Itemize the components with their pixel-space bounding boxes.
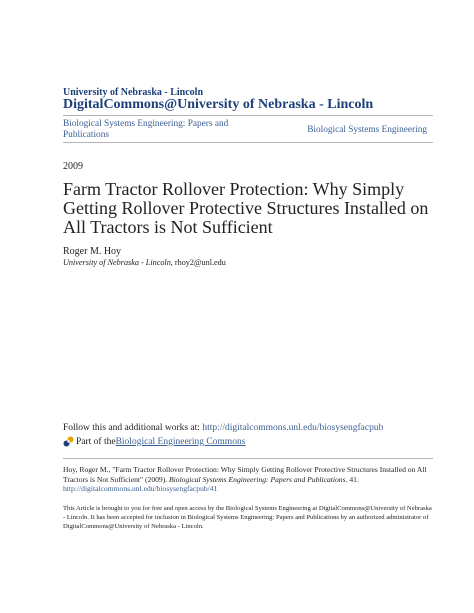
- author-email[interactable]: rhoy2@unl.edu: [174, 258, 226, 267]
- series-divider: [63, 142, 433, 143]
- university-name[interactable]: University of Nebraska - Lincoln: [63, 87, 203, 98]
- citation: [63, 465, 433, 494]
- article-title: Farm Tractor Rollover Protection: Why Simply Getting Rollover Protective Structures Installed on All Tractors is Not Sufficient: [63, 179, 429, 237]
- repository-name[interactable]: DigitalCommons@University of Nebraska - Lincoln: [63, 97, 374, 112]
- part-of-line: [63, 436, 245, 447]
- footer-divider: [63, 458, 433, 459]
- citation-journal: Biological Systems Engineering: Papers and Publications: [169, 474, 346, 484]
- access-notice: This Article is brought to you for free and open access by the Biological Systems Engineering at DigitalCommons@University of Nebraska - Lincoln. It has been accepted for inclusion in Biological Systems Engineering: Papers and Publications by an authorized administrator of DigitalCommons@University of Nebraska - Lincoln.: [63, 505, 432, 531]
- publication-year: 2009: [63, 161, 83, 172]
- top-divider: [63, 115, 433, 116]
- commons-link[interactable]: Biological Engineering Commons: [115, 436, 246, 447]
- author-name: Roger M. Hoy: [63, 246, 122, 257]
- follow-label: Follow this and additional works at:: [63, 423, 203, 433]
- citation-text: Hoy, Roger M., "Farm Tractor Rollover Protection: Why Simply Getting Rollover Protective Structures Installed on All Tractors is Not Sufficient" (2009).: [63, 465, 427, 484]
- affiliation-sep: ,: [170, 258, 175, 267]
- citation-number: . 41.: [345, 474, 359, 484]
- series-link-papers[interactable]: Biological Systems Engineering: Papers and Publications: [63, 119, 229, 140]
- series-link-department[interactable]: Biological Systems Engineering: [307, 125, 427, 135]
- commons-network-icon: [63, 436, 74, 447]
- citation-url-link[interactable]: http://digitalcommons.unl.edu/biosysengfacpub/41: [63, 484, 218, 493]
- part-of-label: Part of the: [76, 436, 116, 447]
- affiliation: University of Nebraska - Lincoln: [63, 258, 171, 267]
- follow-url-link[interactable]: http://digitalcommons.unl.edu/biosysengfacpub: [202, 423, 384, 433]
- author-affiliation-line: [63, 258, 226, 267]
- follow-line: [63, 423, 383, 433]
